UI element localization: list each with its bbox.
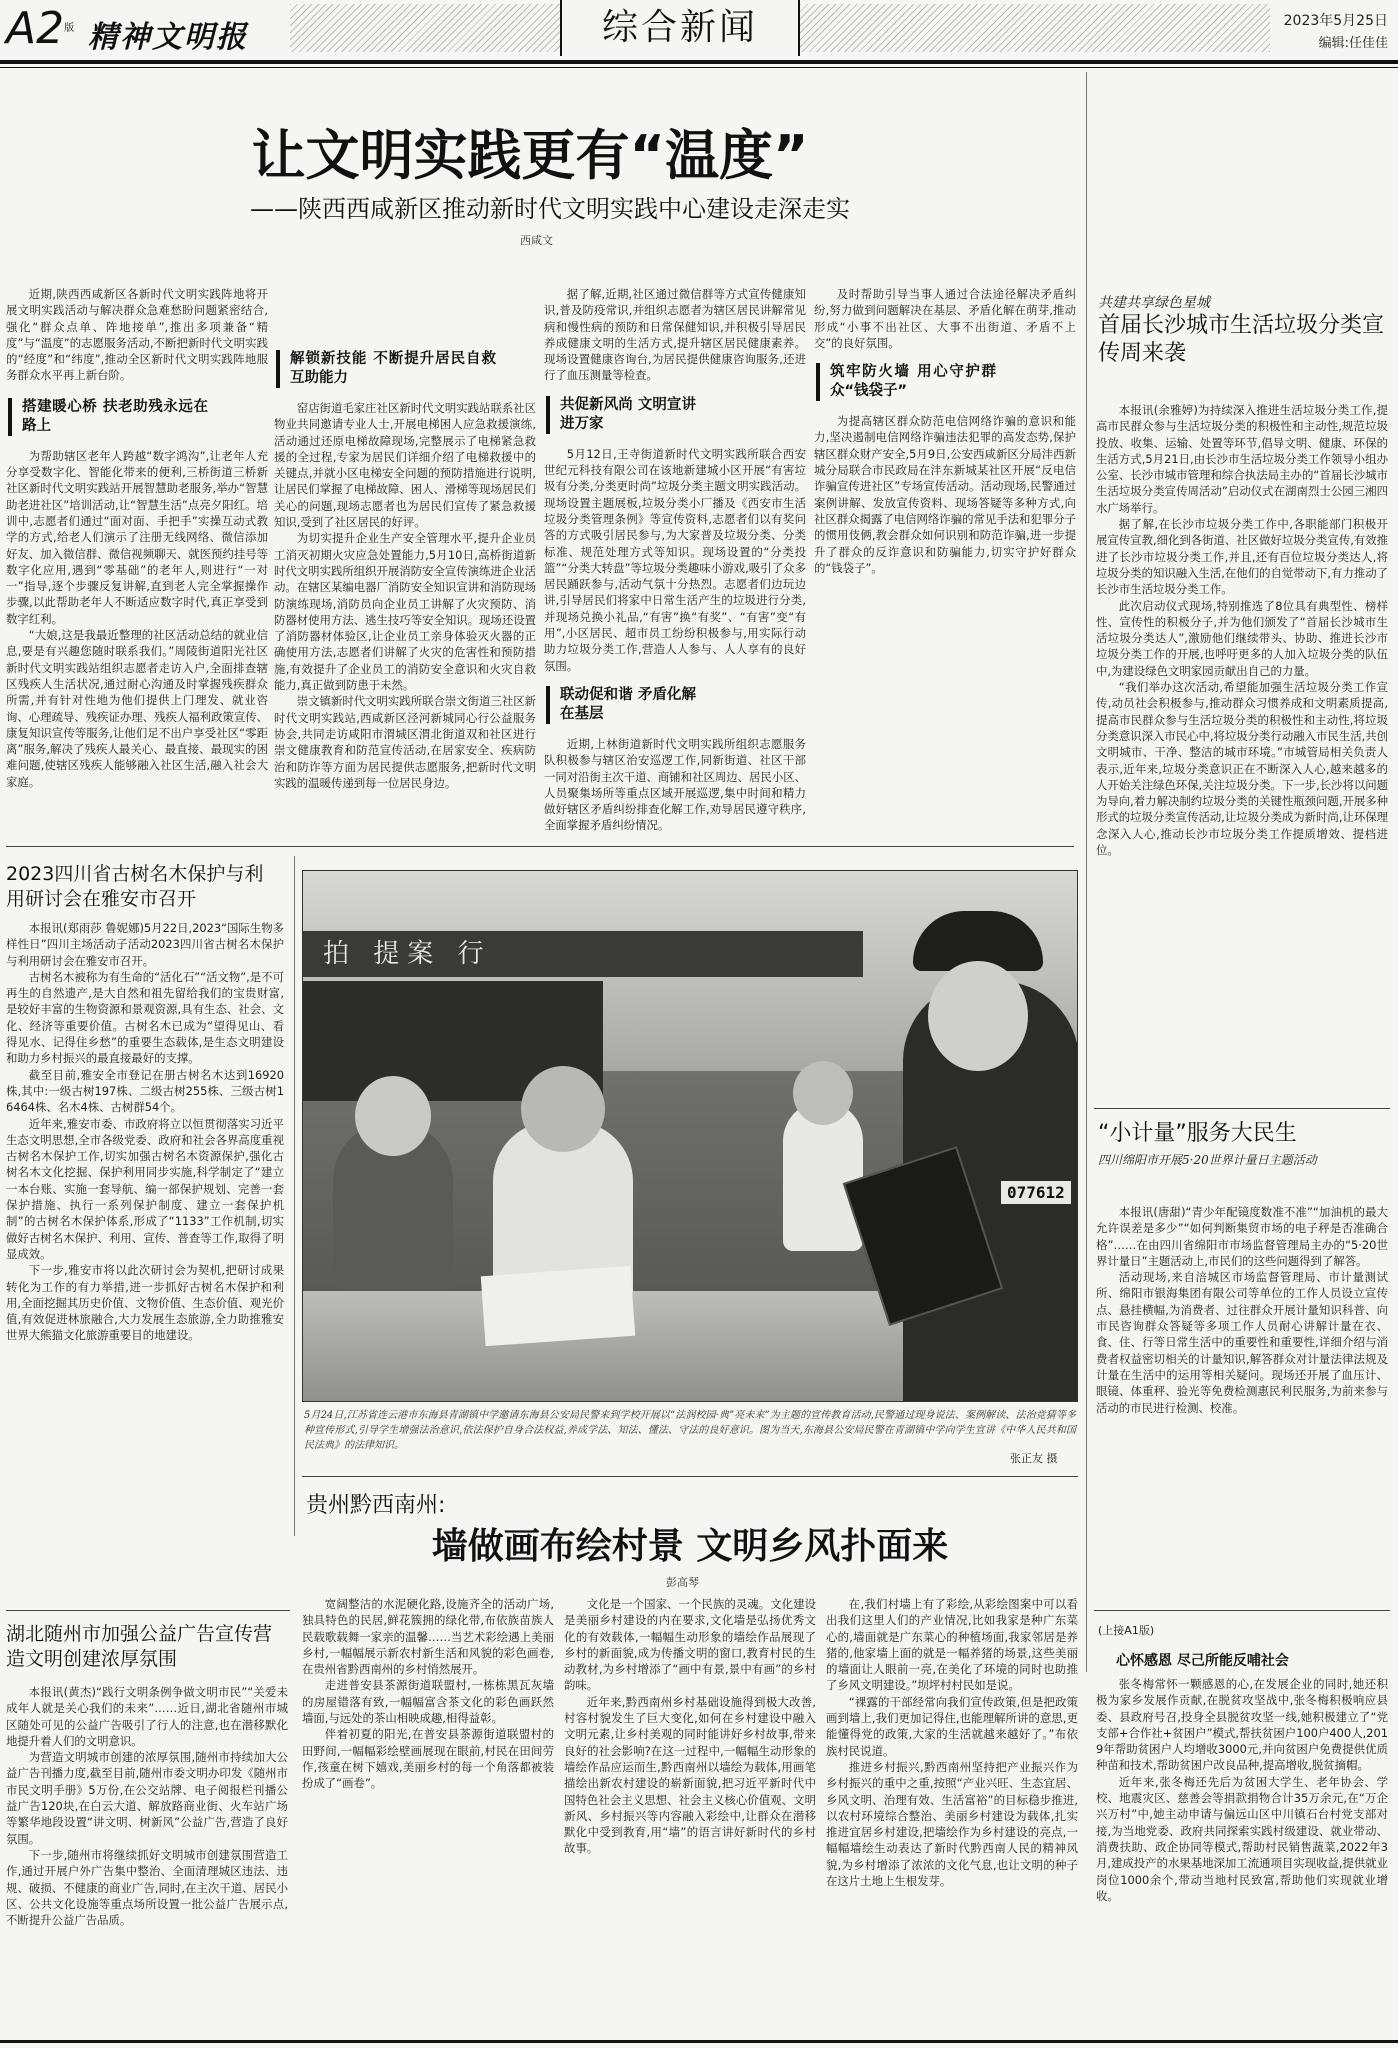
paper-name: 精神文明报 [88, 20, 248, 55]
masthead-stripes [290, 4, 560, 52]
sichuan-title: 2023四川省古树名木保护与利用研讨会在雅安市召开 [6, 863, 264, 910]
lead-subhead-5: 筑牢防火墙 用心守护群众“钱袋子” [816, 363, 996, 401]
lead-paragraph: 5月12日,王寺街道新时代文明实践所联合西安世纪元科技有限公司在该地新建城小区开展“有害垃圾有分类,分类更时尚”垃圾分类主题文明实践活动。现场设置主题展板,垃圾分类小厂播及《西安市生活垃圾分类管理条例》等宣传资料,志愿者们以有奖问答的方式吸引居民参与,为大家普及垃圾分类、分类标准、规范处理方式等知识。现场设置的“分类投篮”“分类大转盘”等垃圾分类趣味小游戏,吸引了众多居民踊跃参与,活动气氛十分热烈。志愿者们边玩边讲,引导居民们将家中日常生活产生的垃圾进行分类,并现场兑换小礼品,“有害”换“有奖”、“有害”变“有用”,小区居民、超市员工纷纷积极参与,用实际行动助力垃圾分类工作,营造人人参与、人人享有的良好氛围。 [544, 446, 806, 673]
article-paragraph: 在,我们村墙上有了彩绘,从彩绘图案中可以看出我们这里人们的产业情况,比如我家是种广东菜心的,墙面就是广东菜心的种植场面,我家邻居是养猪的,他家墙上面的就是一幅养猪的场景,这些美丽的墙面让人眼前一亮,在美化了环境的同时也助推了乡风文明建设。”坝坪村村民如是说。 [826, 1597, 1078, 1693]
guizhou-title: 墙做画布绘村景 文明乡风扑面来 [431, 1526, 949, 1567]
lead-column-4 [814, 286, 1076, 838]
officer-face [928, 961, 1028, 1071]
guizhou-column-3 [826, 1596, 1078, 2036]
article-paragraph: 本报讯(余雅婷)为持续深入推进生活垃圾分类工作,提高市民群众参与生活垃圾分类的积极性和主动性,规范垃圾投放、收集、运输、处置等环节,倡导文明、健康、环保的生活方式,5月21日,由长沙市生活垃圾分类工作领导小组办公室、长沙市城市管理和综合执法局主办的“首届长沙城市生活垃圾分类宣传周活动”启动仪式在湖南烈士公园三湘四水广场举行。 [1096, 403, 1388, 515]
page-number: A2版 [6, 3, 75, 54]
student [355, 1076, 431, 1156]
lead-column-1 [6, 286, 268, 838]
right-mid-body [1096, 1204, 1388, 1602]
lead-author: 西咸文 [520, 234, 553, 247]
continued-title: 心怀感恩 尽己所能反哺社会 [1116, 1653, 1289, 1669]
photo-credit: 张正友 摄 [1010, 1452, 1058, 1465]
news-photo [302, 870, 1078, 1402]
student [521, 1066, 605, 1152]
lead-paragraph: 据了解,近期,社区通过微信群等方式宣传健康知识,普及防疫常识,并组织志愿者为辖区居民讲解常见病和慢性病的预防和日常保健知识,并积极引导居民养成健康文明的生活方式,提升辖区居民健康素养。现场设置健康咨询台,为居民提供健康咨询服务,还进行了血压测量等检查。 [544, 287, 806, 383]
guizhou-author: 彭高琴 [666, 1576, 699, 1589]
right-top-body [1096, 402, 1388, 1102]
lead-paragraph: 崇文镇新时代文明实践所联合崇文街道三社区新时代文明实践站,西咸新区泾河新城同心行公益服务协会,共同走访咸阳市渭城区渭北街道双和社区进行崇文健康教育和防范宣传活动,在居家安全、疾病防治和防诈等方面为居民提供志愿服务,把新时代文明实践的温暖传递到每一位居民身边。 [274, 694, 536, 790]
right-top-rule [1094, 1108, 1390, 1109]
right-mid-subtitle: 四川绵阳市开展5·20世界计量日主题活动 [1098, 1153, 1317, 1167]
lead-paragraph: 及时帮助引导当事人通过合法途径解决矛盾纠纷,努力做到问题解决在基层、矛盾化解在萌芽,推动形成“小事不出社区、大事不出街道、矛盾不上交”的良好氛围。 [814, 287, 1076, 350]
lead-subhead-1: 搭建暖心桥 扶老助残永远在路上 [8, 398, 208, 436]
hubei-top-rule [6, 1610, 290, 1611]
article-paragraph: 此次启动仪式现场,特别推选了8位具有典型性、榜样性、宣传性的积极分子,并为他们颁发了“首届长沙城市生活垃圾分类达人”,激励他们继续带头、协助、推进长沙市垃圾分类工作的开展,也呼吁更多的人加入垃圾分类的队伍中,为建设绿色文明家园贡献出自己的力量。 [1096, 598, 1388, 678]
masthead-rule-thin [0, 67, 1398, 68]
lead-paragraph: 窑店街道毛家庄社区新时代文明实践站联系社区物业共同邀请专业人士,开展电梯困人应急救援演练,活动通过还原电梯故障现场,完整展示了电梯紧急救援的全过程,专家为居民们详细介绍了电梯救援中的关键点,并就小区电梯安全问题的预防措施进行说明,让居民们掌握了电梯故障、困人、滑梯等现场居民们关心的问题,现场志愿者也为居民们宣传了紧急救援知识,受到了社区居民的好评。 [274, 401, 536, 530]
continued-body [1096, 1676, 1388, 2036]
article-paragraph: 本报讯(唐甜)“青少年配镜度数准不准”“加油机的最大允许误差是多少”“如何判断集贸市场的电子秤是否准确合格”……在由四川省绵阳市市场监督管理局主办的“5·20世界计量日”主题活动上,市民们的这些问题得到了解答。 [1096, 1205, 1388, 1268]
lead-subhead-4: 联动促和谐 矛盾化解在基层 [546, 686, 696, 724]
sichuan-body [6, 920, 284, 1532]
lead-subhead-2: 解锁新技能 不断提升居民自救互助能力 [276, 350, 496, 388]
article-paragraph: 文化是一个国家、一个民族的灵魂。文化建设是美丽乡村建设的内在要求,文化墙是弘扬优秀文化的有效载体,一幅幅生动形象的墙绘作品展现了乡村的新面貌,成为传播文明的窗口,教育村民的生动教材,为乡村增添了“画中有景,景中有画”的乡村韵味。 [564, 1597, 816, 1693]
lead-intro: 近期,陕西西咸新区各新时代文明实践阵地将开展文明实践活动与解决群众急难愁盼问题紧密结合,强化“群众点单、阵地接单”,推出多项兼备“精度”与“温度”的志愿服务活动,不断把新时代文明实践的“经度”和“纬度”,推动全区新时代文明实践阵地服务群众水平再上新台阶。 [6, 287, 268, 383]
article-paragraph: 近年来,张冬梅还先后为贫困大学生、老年协会、学校、地震灾区、慈善会等捐款捐物合计35万余元,在“万企兴万村”中,她主动申请与偏远山区中川镇石台村党支部对接,为当地党委、政府共同探索实践村级建设、就业带动、消费扶助、政企协同等模式,帮助村民销售蔬菜,2022年3月,建成投产的水果基地深加工流通项目实现收益,提供就业岗位1000余个,带动当地村民致富,帮助他们实现就业增收。 [1096, 1774, 1388, 1903]
article-paragraph: 推进乡村振兴,黔西南州坚持把产业振兴作为乡村振兴的重中之重,按照“产业兴旺、生态宜居、乡风文明、治理有效、生活富裕”的目标稳步推进,以农村环境综合整治、美丽乡村建设为载体,扎实推进宜居乡村建设,把墙绘作为乡村建设的亮点,一幅幅墙绘生动表达了新时代黔西南人民的精神风貌,为乡村增添了浓浓的文化气息,也让文明的种子在这片土地上生根发芽。 [826, 1759, 1078, 1889]
lead-subtitle: ——陕西西咸新区推动新时代文明实践中心建设走深走实 [250, 195, 850, 223]
lead-column-3 [544, 286, 806, 838]
article-paragraph: 张冬梅常怀一颗感恩的心,在发展企业的同时,她还积极为家乡发展作贡献,在脱贫攻坚战中,张冬梅积极响应县委、县政府号召,投身全县脱贫攻坚一线,她积极建立了“党支部+合作社+贫困户”模式,帮扶贫困户100户400人,2019年帮助贫困户人均增收3000元,并向贫困户免费提供优质种苗和技术,帮助贫困户改良品种,提高增收,脱贫摘帽。 [1096, 1677, 1388, 1773]
right-mid-title: “小计量”服务大民生 [1098, 1121, 1297, 1146]
article-paragraph: 伴着初夏的阳光,在普安县茶源街道联盟村的田野间,一幅幅彩绘壁画展现在眼前,村民在田间劳作,孩童在树下嬉戏,美丽乡村的每一个角落都被装扮成了“画卷”。 [302, 1727, 554, 1791]
article-paragraph: 为营造文明城市创建的浓厚氛围,随州市持续加大公益广告刊播力度,截至目前,随州市委文明办印发《随州市市民文明手册》5万份,在公交站牌、电子阅报栏刊播公益广告120块,在白云大道、解放路商业街、火车站广场等繁华地段设置“讲文明、树新风”公益广告,营造了良好氛围。 [6, 1750, 288, 1846]
editor: 编辑:任佳佳 [1318, 36, 1388, 51]
guizhou-column-2 [564, 1596, 816, 2036]
classroom-banner: 拍 提案 行 [303, 931, 863, 977]
right-mid-rule [1094, 1610, 1390, 1611]
lead-paragraph: “大娘,这是我最近整理的社区活动总结的就业信息,要是有兴趣您随时联系我们。”周陵街道阳光社区新时代文明实践站组织志愿者走访入户,全面排查辖区残疾人生活状况,通过耐心沟通及时掌握残疾群众所需,并有针对性地为他们提供上门理发、就业咨询、心理疏导、残疾证办理、残疾人福利政策宣传、康复知识宣传等服务,让他们足不出户享受社区“零距离”服务,解决了残疾人最关心、最直接、最现实的困难问题,使辖区残疾人能够融入社区生活,融入社会大家庭。 [6, 628, 268, 789]
article-paragraph: 本报讯(郑雨莎 鲁妮娜)5月22日,2023“国际生物多样性日”四川主场活动子活动2023四川省古树名木保护与利用研讨会在雅安市召开。 [6, 921, 284, 968]
issue-date: 2023年5月25日 [1283, 13, 1388, 29]
masthead-rule [0, 60, 1398, 64]
lead-title: 让文明实践更有“温度” [251, 124, 809, 187]
article-paragraph: 下一步,随州市将继续抓好文明城市创建氛围营造工作,通过开展户外广告集中整治、全面清理城区违法、违规、破损、不健康的商业广告,同时,在主次干道、居民小区、公共文化设施等重点场所设置一批公益广告展示点,不断提升公益广告品质。 [6, 1847, 288, 1928]
page-bottom-rule [0, 2040, 1398, 2043]
student-book [481, 1266, 636, 1346]
masthead [0, 0, 1398, 62]
photo-caption: 5月24日,江苏省连云港市东海县青湖镇中学邀请东海县公安局民警来到学校开展以“法润校园·典”亮未来”为主题的宣传教育活动,民警通过现身说法、案例解读、法治竞猜等多种宣传形式,引导学生增强法治意识,依法保护自身合法权益,养成学法、知法、懂法、守法的良好意识。图为当天,东海县公安局民警在青湖镇中学向学生宣讲《中华人民共和国民法典》的法律知识。 [304, 1410, 1076, 1451]
lead-column-2 [274, 286, 536, 838]
right-column-divider [1086, 72, 1087, 1672]
lead-paragraph: 为切实提升企业生产安全管理水平,提升企业员工消灭初期火灾应急处置能力,5月10日,高桥街道新时代文明实践所组织开展消防安全宣传演练进企业活动。在辖区某编电器厂消防安全知识宣讲和消防现场防演练现场,消防员向企业员工讲解了火灾预防、消防器材使用方法、逃生技巧等安全知识。现场还设置了消防器材体验区,让企业员工亲身体验灭火器的正确使用方法,志愿者们讲解了火灾的危害性和预防措施,有效提升了企业员工的消防安全意识和火灾自救能力,真正做到防患于未然。 [274, 531, 536, 693]
article-paragraph: 活动现场,来自涪城区市场监督管理局、市计量测试所、绵阳市银海集团有限公司等单位的工作人员设立宣传点、悬挂横幅,为消费者、过往群众开展计量知识科普、向市民咨询群众答疑等多项工作人员耐心讲解计量在衣、食、住、行等日常生活中的重要性和重要性,详细介绍与消费者权益密切相关的计量知识,解答群众对计量法律法规及计量在生活中的运用等相关疑问。现场还开展了血压计、眼镜、体重秤、验光等免费检测惠民利民服务,为前来参与活动的市民进行检测、校准。 [1096, 1270, 1388, 1415]
article-paragraph: 宽阔整洁的水泥硬化路,设施齐全的活动广场,独具特色的民居,鲜花簇拥的绿化带,布依族苗族人民载歌载舞一家亲的温馨……当艺术彩绘遇上美丽乡村,一幅幅展示新农村新生活和风貌的彩色画卷,在贵州省黔西南州的乡村悄然展开。 [302, 1597, 554, 1677]
section-title: 综合新闻 [601, 7, 758, 48]
lead-bottom-rule [6, 846, 1074, 847]
student [793, 1061, 853, 1125]
section-box [560, 0, 800, 56]
lead-paragraph: 近期,上林街道新时代文明实践所组织志愿服务队积极参与辖区治安巡逻工作,同新街道、社区干部一同对沿街主次干道、商铺和社区周边、居民小区、人员聚集场所等重点区域开展巡逻,集中时间和精力做好辖区矛盾纠纷排查化解工作,劝导居民遵守秩序,全面掌握矛盾纠纷情况。 [544, 736, 806, 833]
article-paragraph: 本报讯(黄杰)“践行文明条例争做文明市民”“关爱未成年人就是关心我们的未来”……近日,湖北省随州市城区随处可见的公益广告吸引了行人的注意,也在潜移默化地提升着人们的文明意识。 [6, 1685, 288, 1748]
officer-badge: 077612 [1001, 1181, 1071, 1204]
article-paragraph: 下一步,雅安市将以此次研讨会为契机,把研讨成果转化为工作的有力举措,进一步抓好古树名木保护和利用,全面挖掘其历史价值、文物价值、生态价值、观光价值,有效促进林旅融合,大力发展生态旅游,全力助推雅安世界大熊猫文化旅游重要目的地建设。 [6, 1263, 284, 1343]
article-paragraph: 古树名木被称为有生命的“活化石”“活文物”,是不可再生的自然遗产,是大自然和祖先留给我们的宝贵财富,是较好丰富的生物资源和景观资源,具有生态、社会、文化、经济等重要价值。古树名木已成为“望得见山、看得见水、记得住乡愁”的重要生态载体,是生态文明建设和助力乡村振兴的最直接最好的支撑。 [6, 969, 284, 1066]
lead-subhead-3: 共促新风尚 文明宣讲进万家 [546, 396, 696, 434]
guizhou-column-1 [302, 1596, 554, 2036]
guizhou-kicker: 贵州黔西南州: [306, 1493, 446, 1518]
lead-paragraph: 为帮助辖区老年人跨越“数字鸿沟”,让老年人充分享受数字化、智能化带来的便利,三桥街道三桥新社区新时代文明实践站开展智慧助老服务,举办“智慧助老进社区”培训活动,让“智慧生活”点亮夕阳红。培训中,志愿者们通过“面对面、手把手”实操互动式教学的方式,给老人们演示了注册无线网络、微信添加好友、加入微信群、微信视频聊天、就医预约挂号等数字化应用,遇到“零基础”的老年人,则进行“一对一”指导,逐个步骤反复讲解,直到老人完全掌握操作步骤,以此帮助老年人不断适应数字时代,真正享受到数字红利。 [6, 448, 268, 626]
article-paragraph: 近年来,雅安市委、市政府将立以恒贯彻落实习近平生态文明思想,全市各级党委、政府和社会各界高度重视古树名木保护工作,切实加强古树名木资源保护,强化古树名木文化挖掘、保护利用同步实施,科学制定了“建立一本台账、实施一套导航、编一部保护规划、完善一套保护措施、执行一系列保护制度、建立一套保护机制”的古树名木保护体系,形成了“1133”工作机制,切实做好古树名木保护、利用、宣传、普查等工作,取得了明显成效。 [6, 1116, 284, 1261]
right-top-kicker: 共建共享绿色星城 [1098, 295, 1210, 311]
article-paragraph: 截至目前,雅安全市登记在册古树名木达到16920株,其中:一级古树197株、二级古树255株、三级古树16464株、名木4株、古树群54个。 [6, 1067, 284, 1115]
hubei-body [6, 1684, 288, 2036]
article-paragraph: 据了解,在长沙市垃圾分类工作中,各职能部门积极开展宣传宣教,细化到各街道、社区做好垃圾分类宣传,有效推进了长沙市垃圾分类工作,并且,还有百位垃圾分类达人,将垃圾分类的知识融入生活,在他们的自觉带动下,有力推动了长沙市生活垃圾分类工作。 [1096, 517, 1388, 597]
masthead-stripes-right [800, 4, 1270, 52]
continued-label: (上接A1版) [1098, 1624, 1155, 1637]
hubei-title: 湖北随州市加强公益广告宣传营造文明创建浓厚氛围 [6, 1623, 273, 1670]
lead-paragraph: 为提高辖区群众防范电信网络诈骗的意识和能力,坚决遏制电信网络诈骗违法犯罪的高发态势,保护辖区群众财产安全,5月9日,公安西咸新区分局沣西新城分局联合市民政局在沣东新城某社区开展“反电信诈骗宣传进社区”专场宣传活动。活动现场,民警通过案例讲解、发放宣传资料、现场答疑等多种方式,向社区群众揭露了电信网络诈骗的常见手法和犯罪分子的惯用伎俩,教会群众如何识别和防范诈骗,进一步提升了群众的反诈意识和防骗能力,切实守护好群众的“钱袋子”。 [814, 414, 1076, 575]
right-top-title: 首届长沙城市生活垃圾分类宣传周来袭 [1098, 313, 1385, 366]
sichuan-divider [294, 856, 295, 1536]
article-paragraph: 走进普安县茶源街道联盟村,一栋栋黑瓦灰墙的房屋错落有致,一幅幅富含茶文化的彩色画跃然墙面,与远处的茶山相映成趣,相得益彰。 [302, 1678, 554, 1726]
guizhou-top-rule [302, 1476, 1078, 1477]
article-paragraph: “我们举办这次活动,希望能加强生活垃圾分类工作宣传,动员社会积极参与,推动群众习惯养成和文明素质提高,提高市民群众参与生活垃圾分类的积极性和主动性,将垃圾分类意识深入市民心中,将垃圾分类行动融入市民生活,共创文明城市、干净、整洁的城市环境。”市城管局相关负责人表示,近年来,垃圾分类意识正在不断深入人心,越来越多的人开始关注绿色环保,关注垃圾分类。下一步,长沙将以问题为导向,着力解决制约垃圾分类的关键性瓶颈问题,开展多种形式的垃圾分类宣传活动,让垃圾分类成为新时尚,让环保理念深入人心,推动长沙市垃圾分类工作提质增效、提档进位。 [1096, 680, 1388, 858]
article-paragraph: 近年来,黔西南州乡村基础设施得到极大改善,村容村貌发生了巨大变化,如何在乡村建设中融入文明元素,让乡村美观的同时能讲好乡村故事,带来良好的社会影响?在这一过程中,一幅幅生动形象的墙绘作品应运而生,黔西南州以墙绘为载体,用画笔描绘出新农村建设的崭新面貌,把习近平新时代中国特色社会主义思想、社会主义核心价值观、文明新风、乡村振兴等内容融入彩绘中,让群众在潜移默化中受到教育,用“墙”的语言讲好新时代的乡村故事。 [564, 1694, 816, 1856]
article-paragraph: “裸露的干部经常向我们宣传政策,但是把政策画到墙上,我们更加记得住,也能理解所讲的意思,更能懂得党的政策,大家的生活就越来越好了。”布依族村民说道。 [826, 1694, 1078, 1758]
